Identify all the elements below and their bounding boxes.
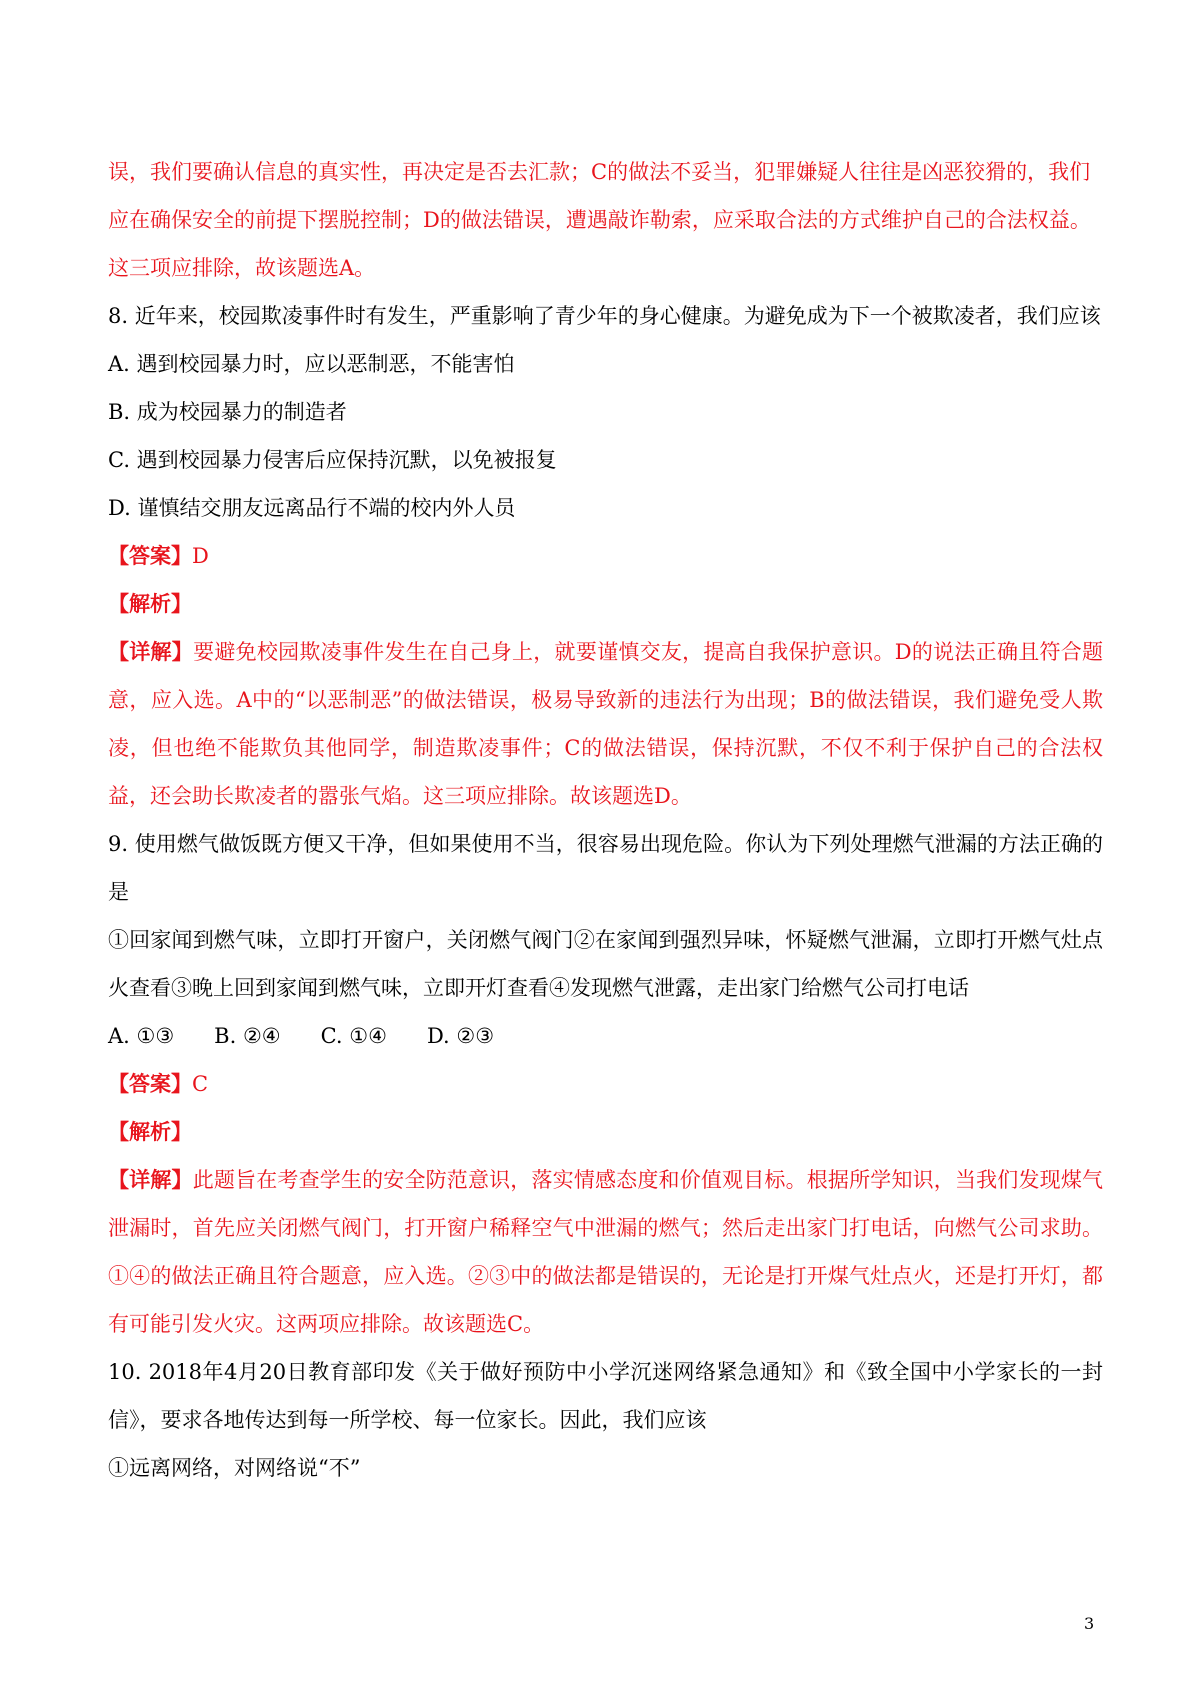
previous-explanation-line-3: 这三项应排除，故该题选A。 [108,256,376,280]
question-9-stem: 9. 使用燃气做饭既方便又干净，但如果使用不当，很容易出现危险。你认为下列处理燃气泄漏的方法正确的是 [108,832,1103,904]
question-8-stem: 8. 近年来，校园欺凌事件时有发生，严重影响了青少年的身心健康。为避免成为下一个被欺凌者，我们应该 [108,304,1101,328]
question-8-answer [108,532,1103,580]
question-8-option-c: C. 遇到校园暴力侵害后应保持沉默，以免被报复 [108,448,557,472]
question-8-option-d: D. 谨慎结交朋友远离品行不端的校内外人员 [108,496,516,520]
answer-tag: 【答案】 [108,1071,192,1096]
question-9-option-c: C. ①④ [320,1024,387,1048]
previous-explanation-line-2: 应在确保安全的前提下摆脱控制；D的做法错误，遭遇敲诈勒索，应采取合法的方式维护自己的合法权益。 [108,208,1091,232]
question-9-items: ①回家闻到燃气味，立即打开窗户，关闭燃气阀门②在家闻到强烈异味，怀疑燃气泄漏，立即打开燃气灶点火查看③晚上回到家闻到燃气味，立即开灯查看④发现燃气泄露，走出家门给燃气公司打电话 [108,928,1103,1000]
question-9-option-a: A. ①③ [108,1024,175,1048]
question-8-detail [108,628,1103,820]
question-9-option-b: B. ②④ [214,1024,281,1048]
question-8-option-a: A. 遇到校园暴力时，应以恶制恶，不能害怕 [108,352,515,376]
answer-value: C [192,1072,209,1096]
question-9-answer [108,1060,1103,1108]
detail-text: 要避免校园欺凌事件发生在自己身上，就要谨慎交友，提高自我保护意识。D的说法正确且符合题意，应入选。A中的“以恶制恶”的做法错误，极易导致新的违法行为出现；B的做法错误，我们避免受人欺凌，但也绝不能欺负其他同学，制造欺凌事件；C的做法错误，保持沉默，不仅不利于保护自己的合法权益，还会助长欺凌者的嚣张气焰。这三项应排除。故该题选D。 [108,640,1103,808]
previous-explanation-line-1: 误，我们要确认信息的真实性，再决定是否去汇款；C的做法不妥当，犯罪嫌疑人往往是凶恶狡猾的，我们 [108,160,1091,184]
analysis-tag: 【解析】 [108,1119,192,1144]
answer-tag: 【答案】 [108,543,192,568]
question-9-option-d: D. ②③ [426,1024,495,1048]
analysis-tag: 【解析】 [108,591,192,616]
answer-value: D [192,544,209,568]
question-10-stem: 10. 2018年4月20日教育部印发《关于做好预防中小学沉迷网络紧急通知》和《致全国中小学家长的一封信》，要求各地传达到每一所学校、每一位家长。因此，我们应该 [108,1360,1103,1432]
question-9-detail [108,1156,1103,1348]
question-8-option-b: B. 成为校园暴力的制造者 [108,400,347,424]
detail-tag: 【详解】 [108,639,194,664]
page-content [108,148,1103,1492]
question-9-options [108,1012,1103,1060]
question-9-analysis [108,1108,1103,1156]
page-number: 3 [1084,1614,1095,1633]
question-10-item-1: ①远离网络，对网络说“不” [108,1456,361,1480]
detail-tag: 【详解】 [108,1167,193,1192]
question-8-analysis [108,580,1103,628]
detail-text: 此题旨在考查学生的安全防范意识，落实情感态度和价值观目标。根据所学知识，当我们发现煤气泄漏时，首先应关闭燃气阀门，打开窗户稀释空气中泄漏的燃气；然后走出家门打电话，向燃气公司求助。①④的做法正确且符合题意，应入选。②③中的做法都是错误的，无论是打开煤气灶点火，还是打开灯，都有可能引发火灾。这两项应排除。故该题选C。 [108,1168,1104,1336]
